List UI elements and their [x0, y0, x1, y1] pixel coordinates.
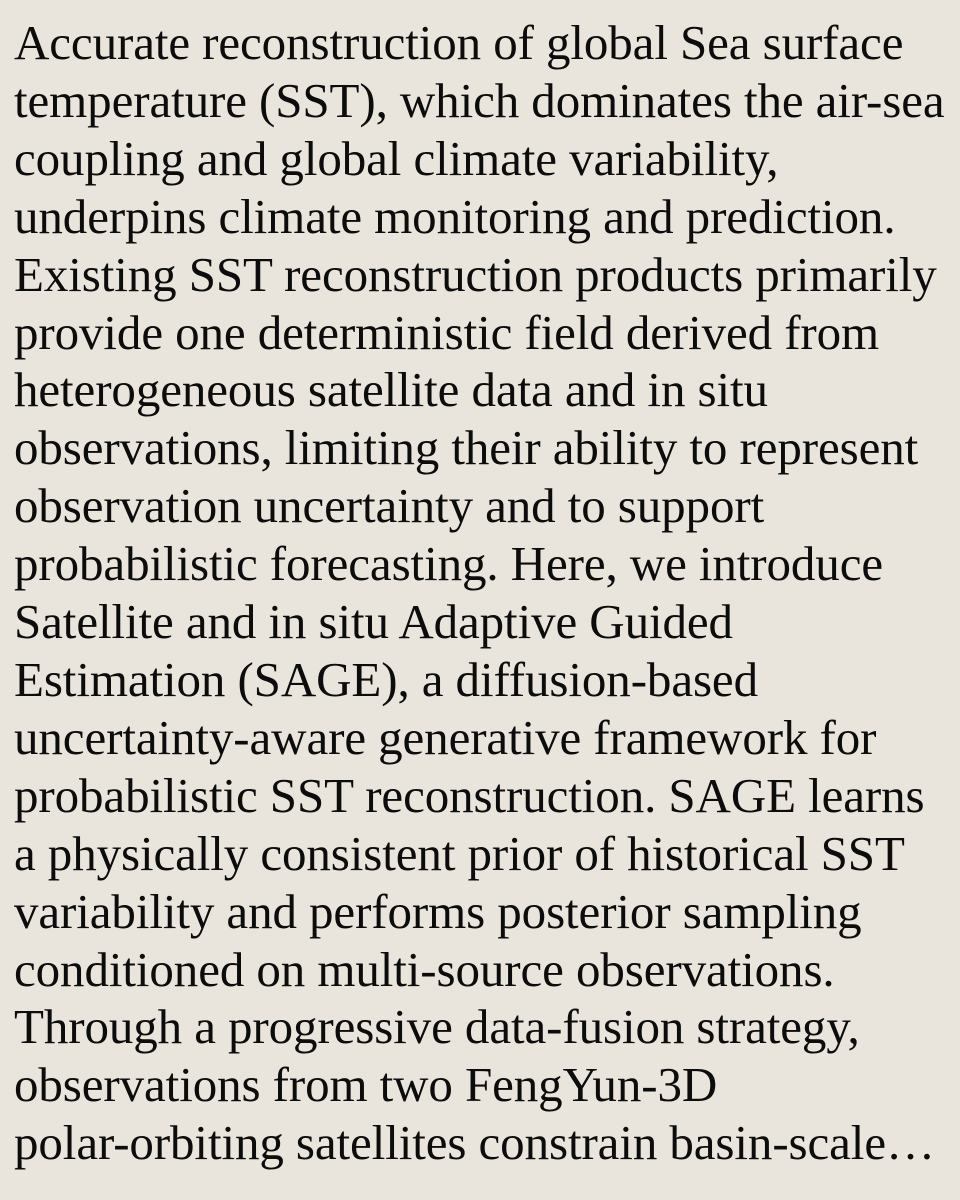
- text-line-9: observation uncertainty and to support: [14, 478, 765, 534]
- text-line-13: uncertainty-aware generative framework for: [14, 709, 877, 765]
- text-line-4: underpins climate monitoring and prediction.: [14, 188, 896, 244]
- text-line-18: Through a progressive data-fusion strategy,: [14, 999, 860, 1055]
- text-line-10: probabilistic forecasting. Here, we introduce: [14, 536, 884, 592]
- text-line-5: Existing SST reconstruction products primarily: [14, 246, 937, 302]
- text-line-12: Estimation (SAGE), a diffusion-based: [14, 651, 758, 707]
- text-line-2: temperature (SST), which dominates the air-sea: [14, 72, 945, 128]
- text-line-6: provide one deterministic field derived from: [14, 304, 880, 360]
- text-line-14: probabilistic SST reconstruction. SAGE learns: [14, 767, 925, 823]
- text-line-17: conditioned on multi-source observations.: [14, 941, 835, 997]
- text-line-11: Satellite and in situ Adaptive Guided: [14, 594, 733, 650]
- abstract-text: [14, 14, 950, 1172]
- text-line-20: polar-orbiting satellites constrain basin-scale…: [14, 1115, 935, 1171]
- text-line-3: coupling and global climate variability,: [14, 130, 779, 186]
- text-line-8: observations, limiting their ability to represent: [14, 420, 919, 476]
- text-line-7: heterogeneous satellite data and in situ: [14, 362, 768, 418]
- text-line-16: variability and performs posterior sampling: [14, 883, 862, 939]
- text-line-15: a physically consistent prior of historical SST: [14, 825, 905, 881]
- text-line-1: Accurate reconstruction of global Sea surface: [14, 15, 904, 70]
- text-line-19: observations from two FengYun-3D: [14, 1057, 718, 1113]
